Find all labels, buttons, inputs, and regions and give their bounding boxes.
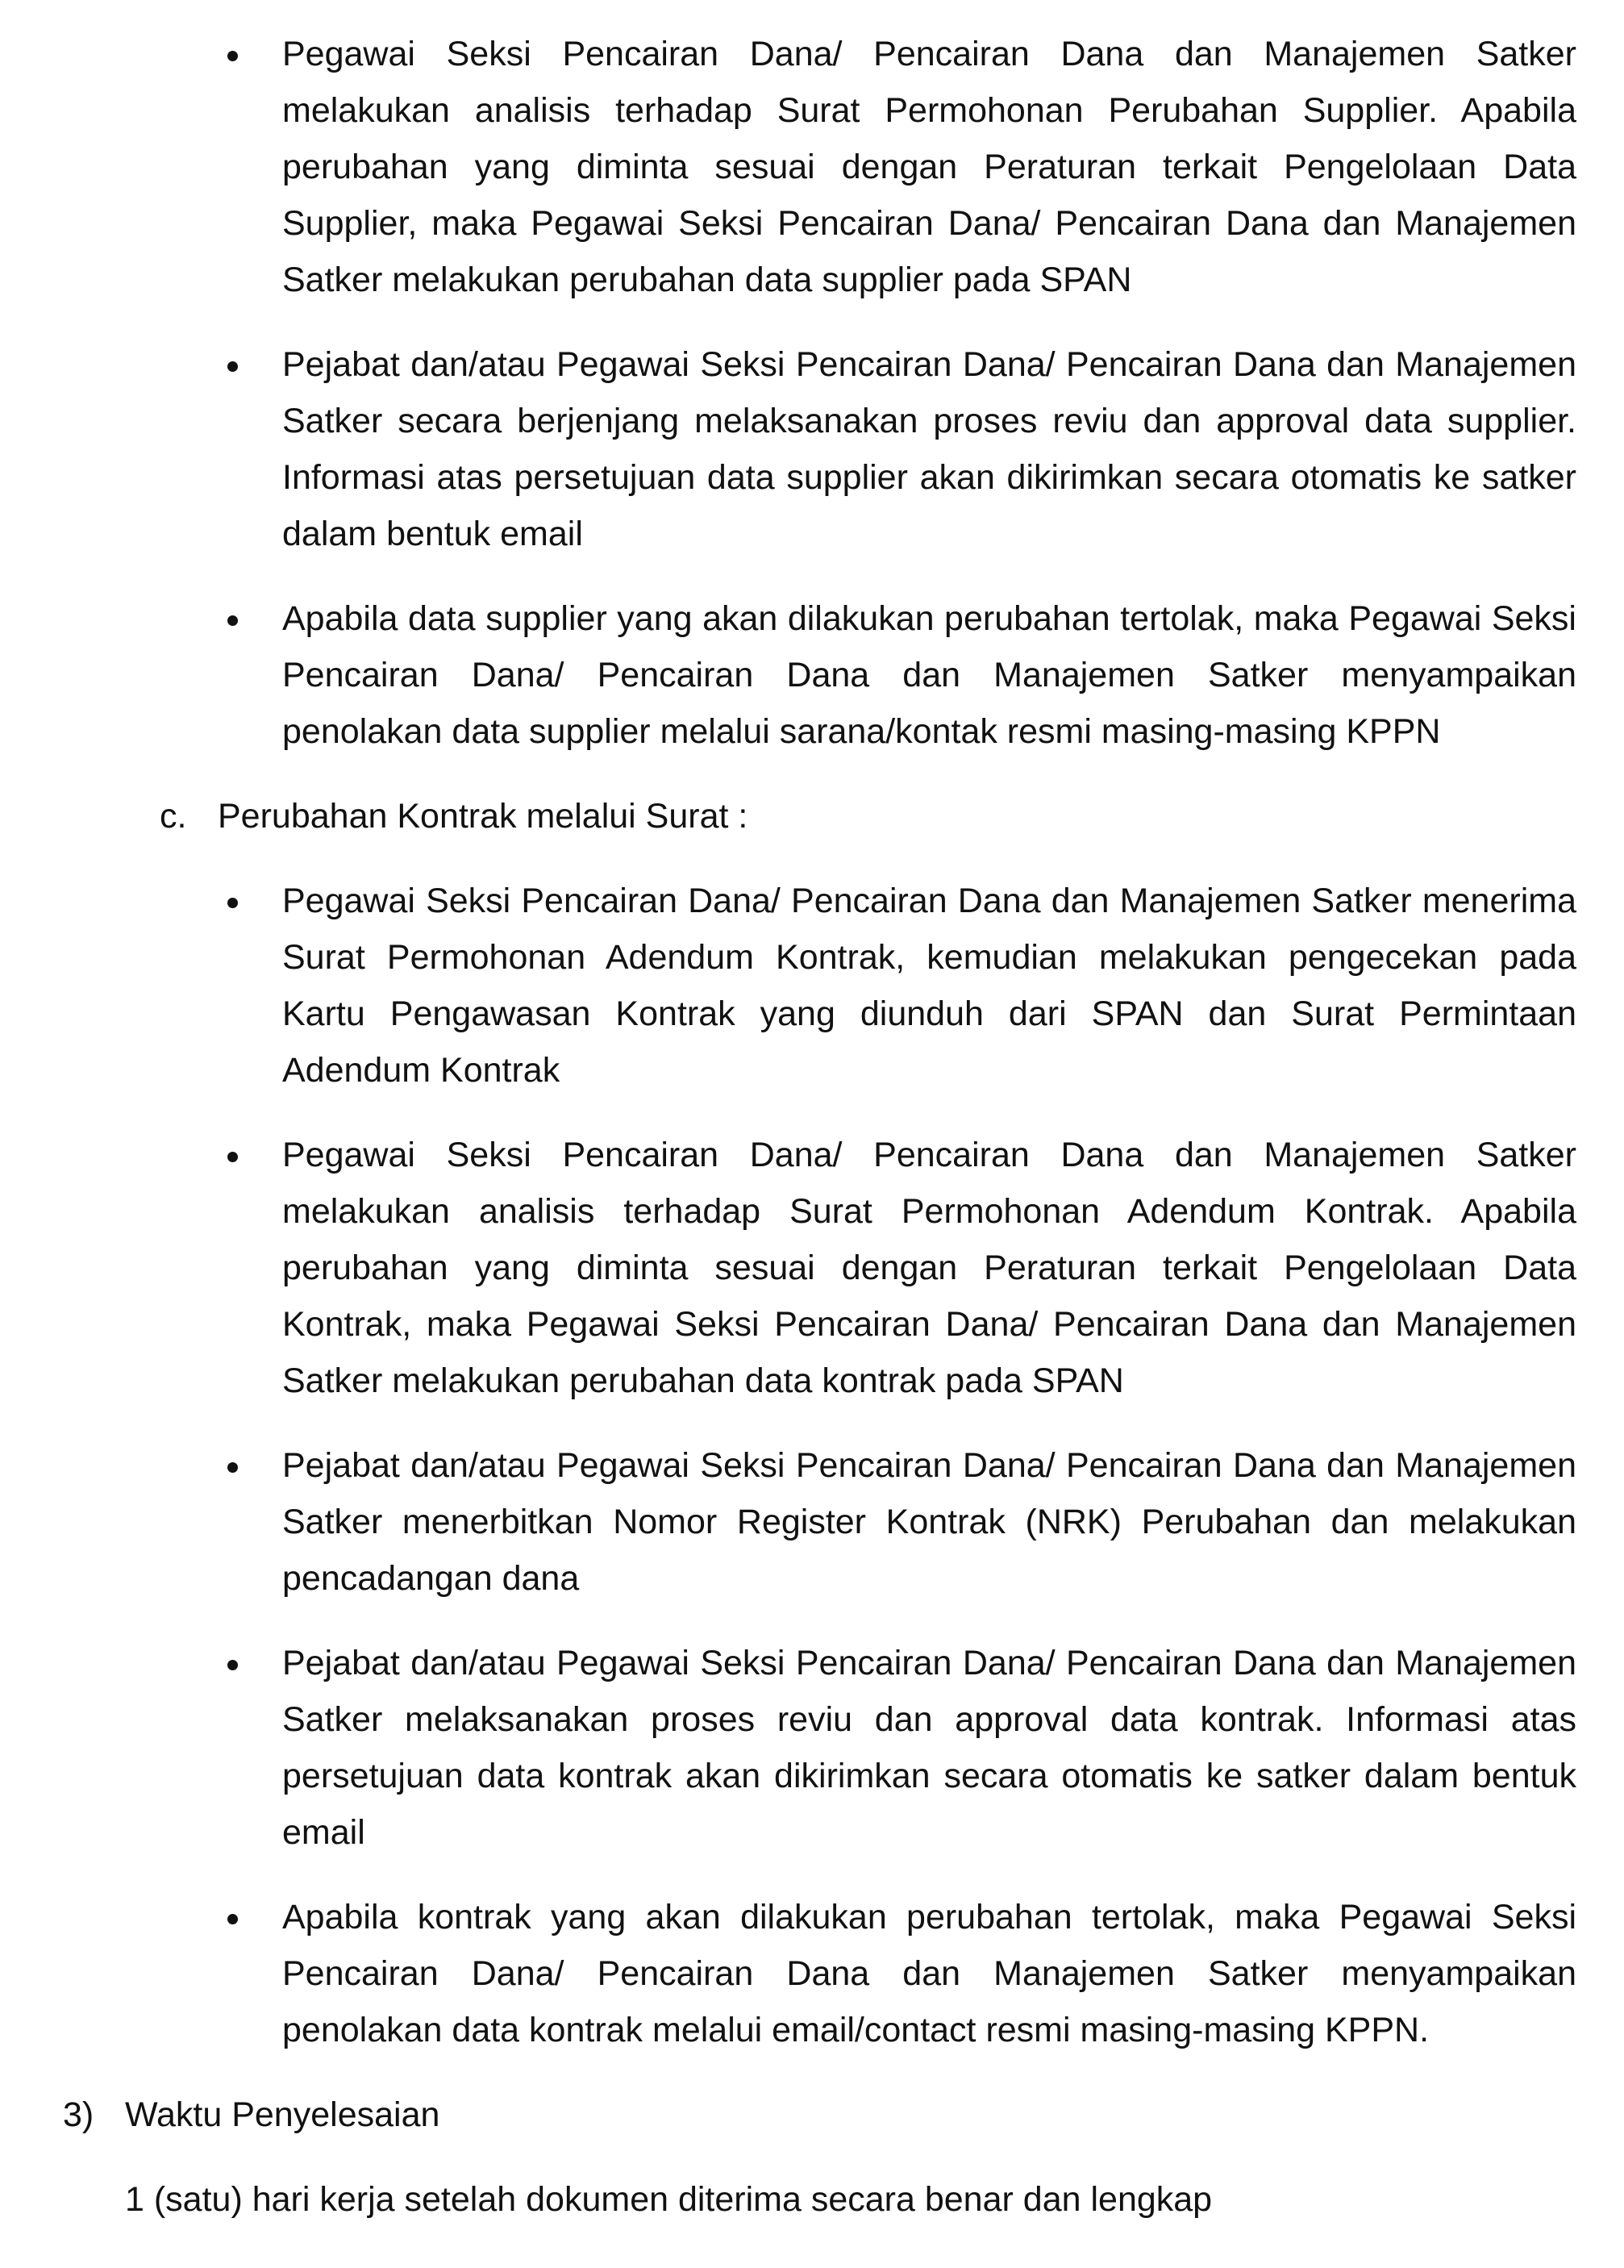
- bullet-icon: [227, 361, 238, 372]
- bullet-text: Pegawai Seksi Pencairan Dana/ Pencairan Dana dan Manajemen Satker melakukan analisis terhadap Surat Permohonan Adendum Kontrak. Apabila perubahan yang diminta sesuai dengan Peraturan terkait Pengelolaan Data Kontrak, maka Pegawai Seksi Pencairan Dana/ Pencairan Dana dan Manajemen Satker melakukan perubahan data kontrak pada SPAN: [282, 1136, 1576, 1400]
- bullet-text: Pejabat dan/atau Pegawai Seksi Pencairan Dana/ Pencairan Dana dan Manajemen Satker melaksanakan proses reviu dan approval data kontrak. Informasi atas persetujuan data kontrak akan dikirimkan secara otomatis ke satker dalam bentuk email: [282, 1644, 1576, 1852]
- bullet-icon: [227, 1152, 238, 1162]
- bullet-text: Pejabat dan/atau Pegawai Seksi Pencairan Dana/ Pencairan Dana dan Manajemen Satker secara berjenjang melaksanakan proses reviu dan approval data supplier. Informasi atas persetujuan data supplier akan dikirimkan secara otomatis ke satker dalam bentuk email: [282, 345, 1576, 553]
- list-item: [282, 1889, 1576, 2058]
- bullet-text: Pegawai Seksi Pencairan Dana/ Pencairan Dana dan Manajemen Satker menerima Surat Permohonan Adendum Kontrak, kemudian melakukan pengecekan pada Kartu Pengawasan Kontrak yang diunduh dari SPAN dan Surat Permintaan Adendum Kontrak: [282, 882, 1576, 1090]
- bullet-icon: [227, 51, 238, 61]
- list-marker: 3): [63, 2095, 94, 2134]
- bullet-text: Apabila kontrak yang akan dilakukan perubahan tertolak, maka Pegawai Seksi Pencairan Dana/ Pencairan Dana dan Manajemen Satker menyampaikan penolakan data kontrak melalui email/contact resmi masing-masing KPPN.: [282, 1898, 1576, 2049]
- list-item: [282, 1437, 1576, 1607]
- list-item: [282, 590, 1576, 760]
- bullet-text: Apabila data supplier yang akan dilakukan perubahan tertolak, maka Pegawai Seksi Pencairan Dana/ Pencairan Dana dan Manajemen Satker menyampaikan penolakan data supplier melalui sarana/kontak resmi masing-masing KPPN: [282, 599, 1576, 751]
- bullet-icon: [227, 1914, 238, 1924]
- list-marker: c.: [160, 797, 187, 836]
- list-item: [282, 336, 1576, 562]
- bullet-icon: [227, 1660, 238, 1670]
- list-item: [282, 873, 1576, 1099]
- list-item: [282, 1127, 1576, 1409]
- bullet-text: Pejabat dan/atau Pegawai Seksi Pencairan Dana/ Pencairan Dana dan Manajemen Satker menerbitkan Nomor Register Kontrak (NRK) Perubahan dan melakukan pencadangan dana: [282, 1446, 1576, 1598]
- bullet-icon: [227, 1462, 238, 1473]
- list-item: [282, 26, 1576, 308]
- section-title: Waktu Penyelesaian: [125, 2095, 440, 2134]
- section-3-body: 1 (satu) hari kerja setelah dokumen diterima secara benar dan lengkap: [125, 2180, 1213, 2219]
- bullet-text: Pegawai Seksi Pencairan Dana/ Pencairan Dana dan Manajemen Satker melakukan analisis terhadap Surat Permohonan Perubahan Supplier. Apabila perubahan yang diminta sesuai dengan Peraturan terkait Pengelolaan Data Supplier, maka Pegawai Seksi Pencairan Dana/ Pencairan Dana dan Manajemen Satker melakukan perubahan data supplier pada SPAN: [282, 35, 1576, 299]
- section-c-heading: [0, 788, 1624, 844]
- bullet-icon: [227, 898, 238, 908]
- bullet-icon: [227, 615, 238, 626]
- section-title: Perubahan Kontrak melalui Surat :: [218, 797, 748, 836]
- section-3-heading: [0, 2087, 1624, 2143]
- list-item: [282, 1635, 1576, 1861]
